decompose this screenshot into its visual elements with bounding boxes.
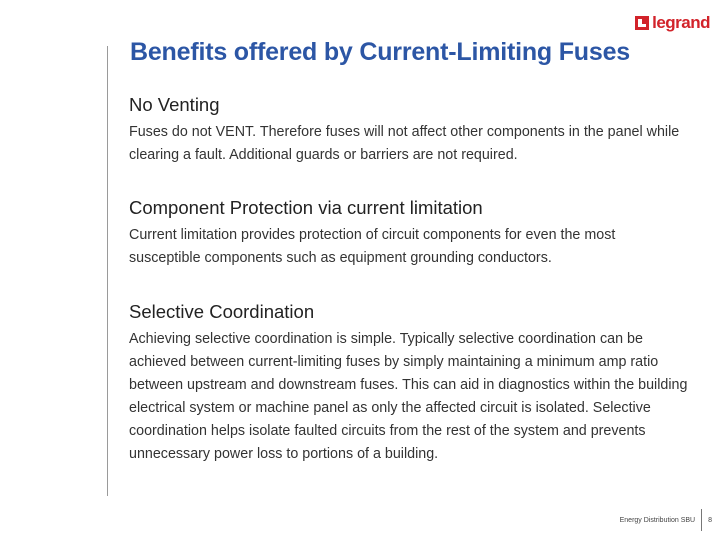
section-selective-coordination xyxy=(129,301,689,466)
legrand-wordmark: legrand xyxy=(652,13,710,32)
section-body: Achieving selective coordination is simple. Typically selective coordination can be achieved between current-limiting fuses by simply maintaining a minimum amp ratio between upstream and downstream fuses. This can aid in diagnostics within the building electrical system or machine panel as only the affected circuit is isolated. Selective coordination helps isolate faulted circuits from the rest of the system and prevents unnecessary power loss to portions of a building. xyxy=(129,331,688,462)
section-body: Current limitation provides protection of circuit components for even the most susceptible components such as equipment grounding conductors. xyxy=(129,227,616,266)
section-no-venting xyxy=(129,94,689,167)
footer-divider xyxy=(701,509,702,531)
section-heading: No Venting xyxy=(129,94,220,115)
section-heading: Component Protection via current limitation xyxy=(129,197,483,218)
legrand-logo xyxy=(635,14,710,31)
legrand-logo-mark-icon xyxy=(635,16,649,30)
slide-title: Benefits offered by Current-Limiting Fuses xyxy=(130,38,630,66)
section-heading: Selective Coordination xyxy=(129,301,315,322)
footer xyxy=(620,509,712,531)
footer-division: Energy Distribution SBU xyxy=(619,516,696,524)
section-body: Fuses do not VENT. Therefore fuses will not affect other components in the panel while clearing a fault. Additional guards or barriers are not required. xyxy=(129,124,680,163)
vertical-divider xyxy=(107,46,108,496)
page-number: 8 xyxy=(708,516,712,524)
section-component-protection xyxy=(129,197,689,270)
